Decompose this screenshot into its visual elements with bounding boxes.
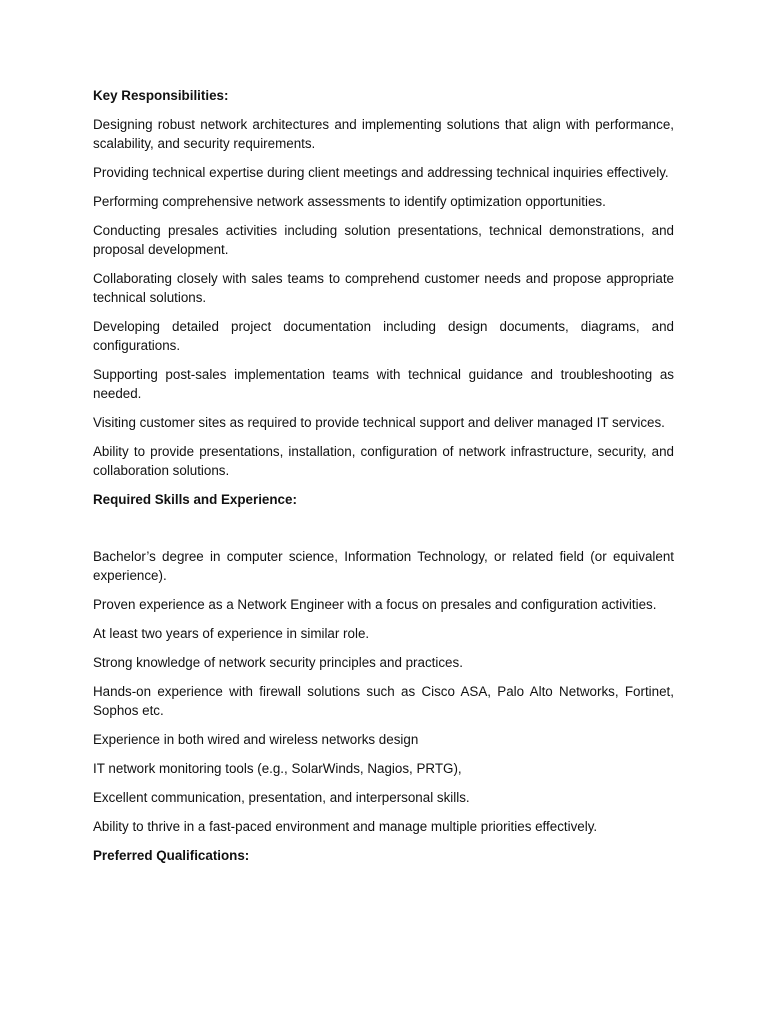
responsibility-item: Supporting post-sales implementation teams with technical guidance and troubleshooting as needed. — [93, 367, 674, 401]
skill-item: Proven experience as a Network Engineer with a focus on presales and configuration activities. — [93, 597, 657, 612]
section-heading-required-skills: Required Skills and Experience: — [93, 492, 297, 507]
skill-item: Bachelor’s degree in computer science, Information Technology, or related field (or equivalent experience). — [93, 549, 674, 583]
responsibility-item: Developing detailed project documentation including design documents, diagrams, and configurations. — [93, 319, 674, 353]
responsibility-item: Performing comprehensive network assessments to identify optimization opportunities. — [93, 194, 606, 209]
skill-item: At least two years of experience in similar role. — [93, 626, 370, 641]
document-page — [93, 86, 674, 875]
responsibility-item: Visiting customer sites as required to provide technical support and deliver managed IT services. — [93, 415, 665, 430]
responsibility-item: Providing technical expertise during client meetings and addressing technical inquiries effectively. — [93, 165, 669, 180]
responsibility-item: Collaborating closely with sales teams to comprehend customer needs and propose appropriate technical solutions. — [93, 271, 674, 305]
skill-item: Experience in both wired and wireless networks design — [93, 732, 419, 747]
section-heading-key-responsibilities: Key Responsibilities: — [93, 88, 229, 103]
skill-item: Hands-on experience with firewall solutions such as Cisco ASA, Palo Alto Networks, Fortinet, Sophos etc. — [93, 684, 674, 718]
skill-item: Strong knowledge of network security principles and practices. — [93, 655, 463, 670]
skill-item: Ability to thrive in a fast-paced environment and manage multiple priorities effectively. — [93, 819, 598, 834]
responsibility-item: Ability to provide presentations, installation, configuration of network infrastructure, security, and collaboration solutions. — [93, 444, 674, 478]
responsibility-item: Designing robust network architectures and implementing solutions that align with performance, scalability, and security requirements. — [93, 117, 674, 151]
blank-line — [93, 519, 674, 547]
section-heading-preferred-qualifications: Preferred Qualifications: — [93, 848, 250, 863]
skill-item: IT network monitoring tools (e.g., SolarWinds, Nagios, PRTG), — [93, 761, 462, 776]
responsibility-item: Conducting presales activities including solution presentations, technical demonstrations, and proposal development. — [93, 223, 674, 257]
skill-item: Excellent communication, presentation, and interpersonal skills. — [93, 790, 470, 805]
